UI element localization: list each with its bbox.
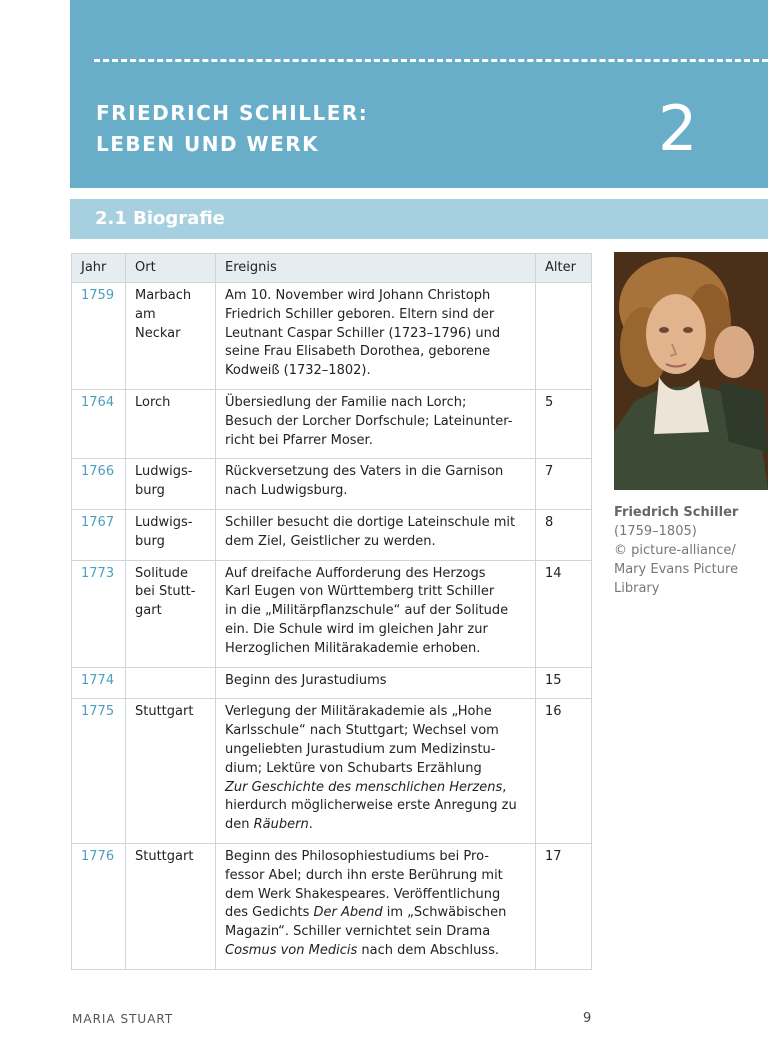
event-line: ungeliebten Jurastudium zum Medizinstu- [225, 741, 496, 757]
table-row [72, 843, 592, 969]
event-line: Rückversetzung des Vaters in die Garnison [225, 464, 504, 480]
caption-credit: Mary Evans Picture [614, 562, 739, 577]
cell-event [216, 459, 536, 510]
event-line: Friedrich Schiller geboren. Eltern sind der [225, 306, 495, 322]
cell-event [216, 509, 536, 560]
cell-place [126, 509, 216, 560]
event-line: Beginn des Jurastudiums [225, 672, 387, 688]
table-row [72, 667, 592, 699]
place-line: Stuttgart [135, 704, 194, 720]
place-line: Neckar [135, 325, 181, 341]
table-row [72, 560, 592, 667]
event-line: dem Ziel, Geistlicher zu werden. [225, 533, 436, 549]
cell-age: 8 [536, 509, 592, 560]
caption-credit: © picture-alliance/ [614, 543, 736, 558]
chapter-header [70, 0, 768, 188]
event-line: ein. Die Schule wird im gleichen Jahr zur [225, 621, 488, 637]
cell-event [216, 389, 536, 458]
cell-event [216, 843, 536, 969]
place-line: Marbach [135, 288, 192, 303]
place-line: Stuttgart [135, 848, 194, 864]
event-line: den Räubern. [225, 817, 313, 833]
event-line: Cosmus von Medicis nach dem Abschluss. [225, 942, 499, 958]
column-header-year: Jahr [72, 254, 126, 283]
event-line: Übersiedlung der Familie nach Lorch; [225, 394, 467, 410]
event-line: Kodweiß (1732–1802). [225, 363, 371, 379]
event-line: Karlsschule“ nach Stuttgart; Wechsel vom [225, 723, 499, 739]
cell-place [126, 699, 216, 844]
cell-event [216, 667, 536, 699]
column-header-age: Alter [536, 254, 592, 283]
event-line: dem Werk Shakespeares. Veröffentlichung [225, 886, 501, 902]
event-line: Magazin“. Schiller vernichtet sein Drama [225, 924, 491, 940]
event-line: in die „Militärpflanzschule“ auf der Solitude [225, 603, 509, 619]
cell-event [216, 283, 536, 390]
place-line: am [135, 306, 156, 322]
event-line: Auf dreifache Aufforderung des Herzogs [225, 565, 486, 581]
place-line: Ludwigs- [135, 464, 193, 480]
place-line: gart [135, 603, 162, 619]
event-line: Besuch der Lorcher Dorfschule; Lateinunter- [225, 413, 513, 429]
cell-year: 1767 [72, 509, 126, 560]
table-row [72, 459, 592, 510]
biography-table [71, 253, 592, 970]
cell-year: 1774 [72, 667, 126, 699]
place-line: Lorch [135, 394, 171, 410]
event-line: Karl Eugen von Württemberg tritt Schiller [225, 584, 495, 600]
event-line: seine Frau Elisabeth Dorothea, geborene [225, 344, 491, 360]
event-line: richt bei Pfarrer Moser. [225, 432, 373, 448]
event-line: Verlegung der Militärakademie als „Hohe [225, 704, 492, 720]
cell-age: 7 [536, 459, 592, 510]
table-row [72, 283, 592, 390]
cell-age: 17 [536, 843, 592, 969]
table-header-row [72, 254, 592, 283]
place-line: bei Stutt- [135, 584, 196, 600]
cell-age: 5 [536, 389, 592, 458]
footer-book-title: MARIA STUART [72, 1012, 174, 1026]
event-line: des Gedichts Der Abend im „Schwäbischen [225, 905, 507, 921]
cell-place [126, 667, 216, 699]
event-line: Beginn des Philosophiestudiums bei Pro- [225, 848, 489, 864]
place-line: Ludwigs- [135, 514, 193, 530]
event-line: Herzoglichen Militärakademie erhoben. [225, 640, 481, 656]
event-line: nach Ludwigsburg. [225, 483, 348, 499]
event-line: hierdurch möglicherweise erste Anregung zu [225, 798, 517, 814]
cell-age [536, 283, 592, 390]
table-row [72, 509, 592, 560]
caption-dates: (1759–1805) [614, 524, 697, 539]
caption-credit: Library [614, 581, 660, 596]
cell-age: 15 [536, 667, 592, 699]
event-line: Leutnant Caspar Schiller (1723–1796) und [225, 325, 501, 341]
caption-name: Friedrich Schiller [614, 505, 739, 520]
column-header-place: Ort [126, 254, 216, 283]
cell-place [126, 459, 216, 510]
dashed-divider [94, 59, 768, 62]
place-line: burg [135, 483, 165, 499]
chapter-title-line: FRIEDRICH SCHILLER: [96, 101, 369, 125]
event-line: Zur Geschichte des menschlichen Herzens, [225, 779, 507, 795]
cell-place [126, 843, 216, 969]
place-line: Solitude [135, 565, 189, 581]
table-row [72, 389, 592, 458]
portrait-image [614, 252, 768, 490]
section-title: 2.1 Biografie [95, 208, 225, 229]
table-row [72, 699, 592, 844]
portrait-caption [614, 503, 768, 598]
cell-place [126, 560, 216, 667]
cell-year: 1759 [72, 283, 126, 390]
table-body [72, 283, 592, 970]
cell-age: 14 [536, 560, 592, 667]
cell-year: 1764 [72, 389, 126, 458]
cell-place [126, 389, 216, 458]
chapter-title [96, 98, 368, 160]
page-number: 9 [583, 1011, 592, 1026]
event-line: Schiller besucht die dortige Lateinschule mit [225, 514, 516, 530]
cell-age: 16 [536, 699, 592, 844]
cell-year: 1773 [72, 560, 126, 667]
cell-year: 1766 [72, 459, 126, 510]
cell-event [216, 699, 536, 844]
section-header [70, 199, 768, 239]
event-line: fessor Abel; durch ihn erste Berührung mit [225, 867, 503, 883]
chapter-title-line: LEBEN UND WERK [96, 132, 320, 156]
place-line: burg [135, 533, 165, 549]
chapter-number: 2 [658, 92, 698, 165]
column-header-event: Ereignis [216, 254, 536, 283]
portrait-illustration [614, 252, 768, 490]
cell-year: 1776 [72, 843, 126, 969]
cell-year: 1775 [72, 699, 126, 844]
event-line: Am 10. November wird Johann Christoph [225, 288, 491, 303]
cell-place [126, 283, 216, 390]
cell-event [216, 560, 536, 667]
event-line: dium; Lektüre von Schubarts Erzählung [225, 760, 482, 776]
